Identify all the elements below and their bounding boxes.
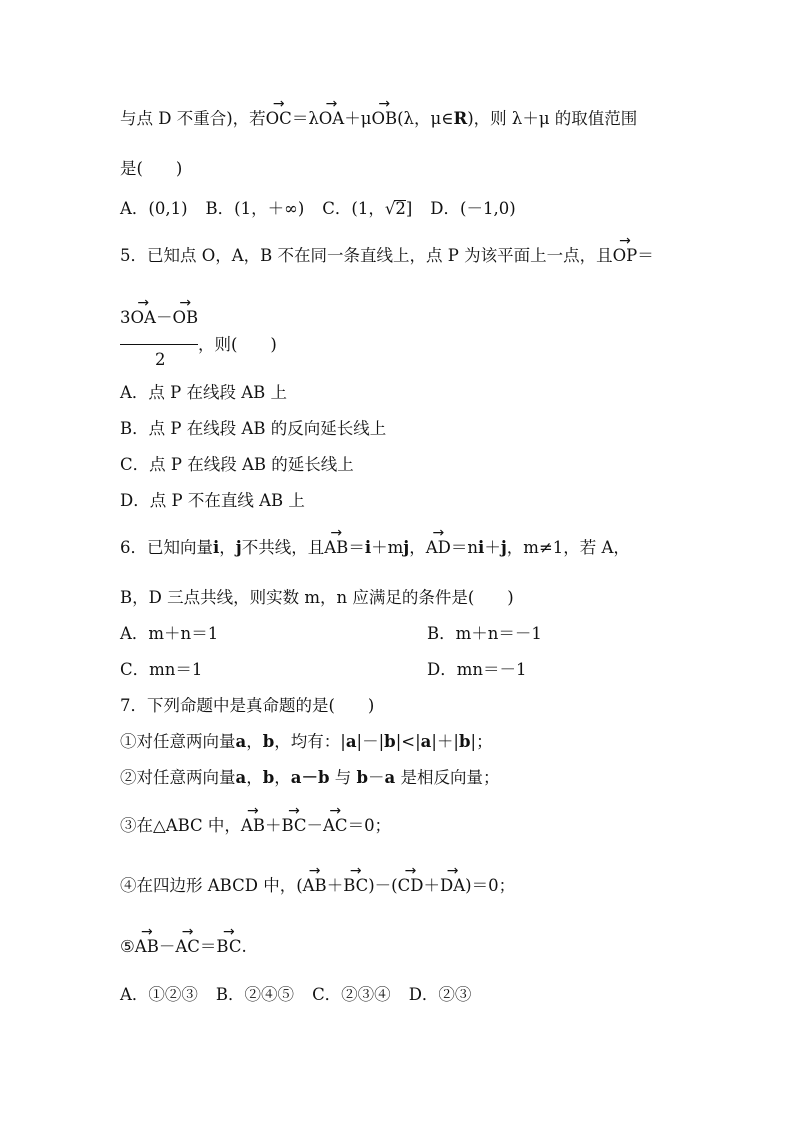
vector-ab: → AB — [303, 878, 327, 895]
q4-text: )，则 λ＋μ 的取值范围 — [467, 109, 638, 128]
q7-statement-1: ①对任意两向量a，b，均有：|a|－|b|<|a|＋|b|； — [120, 732, 493, 751]
q4-stem-line1 — [120, 111, 637, 128]
q7-option-c: C．②③④ — [312, 985, 391, 1004]
q7-option-d: D．②③ — [408, 985, 472, 1004]
q6-stem-line1: 6．已知向量i，j不共线，且→ AB＝i＋mj，→ AD＝ni＋j，m≠1，若 A， — [120, 540, 630, 557]
q7-statement-3: ③在△ABC 中，→ AB＋→ BC－→ AC＝0； — [120, 818, 391, 835]
vector-ob: → OB — [371, 111, 397, 128]
vector-oc: → OC — [266, 111, 292, 128]
q4-option-a: A．(0,1) — [120, 199, 188, 218]
q7-title: 7．下列命题中是真命题的是( ) — [120, 696, 375, 715]
vector-j: j — [235, 538, 242, 557]
vector-op: → OP — [613, 248, 638, 265]
q5-option-b: B．点 P 在线段 AB 的反向延长线上 — [120, 419, 387, 438]
q5-fraction-denominator: 2 — [155, 350, 166, 369]
vector-ab: → AB — [135, 939, 159, 956]
q4-text: ＋μ — [344, 109, 372, 128]
q6-stem-line2: B，D 三点共线，则实数 m，n 应满足的条件是( ) — [120, 588, 514, 607]
vector-da: → DA — [440, 878, 465, 895]
q5-option-d: D．点 P 不在直线 AB 上 — [120, 491, 305, 510]
vector-bc: → BC — [281, 818, 306, 835]
vector-ab: → AB — [241, 818, 265, 835]
q7-statement-2: ②对任意两向量a，b，a－b 与 b－a 是相反向量； — [120, 768, 500, 787]
q5-stem-line1 — [120, 248, 654, 265]
q5-fraction-numerator: 3→ OA－→ OB — [120, 310, 198, 327]
q4-text: 与点 D 不重合)，若 — [120, 109, 266, 128]
q6-option-b: B．m＋n＝－1 — [427, 624, 542, 643]
vector-bc: → BC — [343, 878, 368, 895]
q7-statement-4: ④在四边形 ABCD 中，(→ AB＋→ BC)－(→ CD＋→ DA)＝0； — [120, 878, 515, 895]
q4-text: ＝λ — [291, 109, 319, 128]
vector-bc: → BC — [216, 939, 241, 956]
q7-option-a: A．①②③ — [120, 985, 198, 1004]
vector-ob: → OB — [172, 310, 198, 327]
vector-ac: → AC — [323, 818, 348, 835]
q5-after-fraction: ，则( ) — [198, 335, 277, 354]
vector-cd: → CD — [398, 878, 424, 895]
real-set-symbol: R — [453, 109, 468, 128]
fraction-bar — [120, 344, 198, 345]
q7-statement-5: ⑤→ AB－→ AC＝→ BC. — [120, 939, 247, 956]
q6-option-a: A．m＋n＝1 — [120, 624, 219, 643]
q4-stem-line2: 是( ) — [120, 159, 183, 178]
vector-ab: → AB — [324, 540, 348, 557]
vector-oa: → OA — [319, 111, 344, 128]
vector-oa: → OA — [131, 310, 156, 327]
q7-option-b: B．②④⑤ — [215, 985, 295, 1004]
vector-ad: → AD — [426, 540, 451, 557]
q7-options — [120, 987, 471, 1004]
q4-text: (λ，μ∈ — [397, 109, 454, 128]
q5-text: ＝ — [637, 246, 654, 265]
q4-option-b: B．(1，＋∞) — [205, 199, 305, 218]
q6-option-d: D．mn＝－1 — [427, 660, 527, 679]
q5-option-c: C．点 P 在线段 AB 的延长线上 — [120, 455, 354, 474]
q5-option-a: A．点 P 在线段 AB 上 — [120, 383, 288, 402]
vector-i: i — [213, 538, 220, 557]
q4-options — [120, 200, 516, 218]
q4-option-c: C．(1，√2] — [322, 199, 413, 218]
q5-text: 5．已知点 O，A，B 不在同一条直线上，点 P 为该平面上一点，且 — [120, 246, 613, 265]
q4-option-d: D．(－1,0) — [430, 199, 516, 218]
vector-ac: → AC — [175, 939, 200, 956]
q6-option-c: C．mn＝1 — [120, 660, 203, 679]
sqrt-radicand: 2 — [395, 199, 406, 218]
